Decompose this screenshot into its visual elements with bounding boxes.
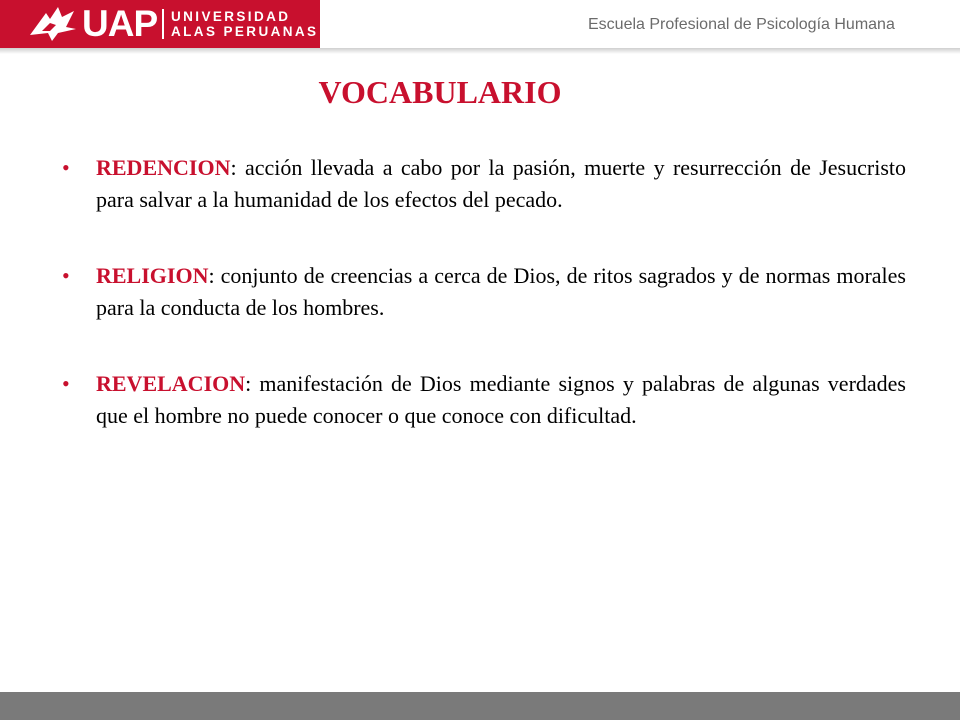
bullet-icon: • (62, 371, 70, 396)
vocabulary-term: REVELACION (96, 371, 246, 396)
bullet-icon: • (62, 155, 70, 180)
logo-acronym: UAP (82, 3, 158, 44)
footer-bar (0, 692, 960, 720)
vocabulary-definition: : acción llevada a cabo por la pasión, muerte y resurrección de Jesucristo para salvar a la humanidad de los efectos del pecado. (96, 155, 906, 212)
vocabulary-definition: : manifestación de Dios mediante signos y palabras de algunas verdades que el hombre no puede conocer o que conoce con dificultad. (96, 371, 906, 428)
vocabulary-term: REDENCION (96, 155, 231, 180)
eagle-emblem-icon (28, 5, 78, 43)
university-logo (0, 0, 320, 48)
logo-divider (162, 9, 164, 39)
vocabulary-item (58, 260, 906, 324)
vocabulary-term: RELIGION (96, 263, 209, 288)
vocabulary-item (58, 152, 906, 216)
logo-wordmark (171, 9, 318, 39)
header-divider (0, 48, 960, 54)
slide-title: VOCABULARIO (318, 74, 562, 110)
logo-line-2: ALAS PERUANAS (171, 24, 319, 39)
vocabulary-list (58, 152, 906, 476)
header (0, 0, 960, 50)
school-name: Escuela Profesional de Psicología Humana (588, 16, 895, 33)
bullet-icon: • (62, 263, 70, 288)
vocabulary-item (58, 368, 906, 432)
logo-line-1: UNIVERSIDAD (171, 9, 291, 24)
vocabulary-definition: : conjunto de creencias a cerca de Dios, de ritos sagrados y de normas morales para la conducta de los hombres. (96, 263, 906, 320)
